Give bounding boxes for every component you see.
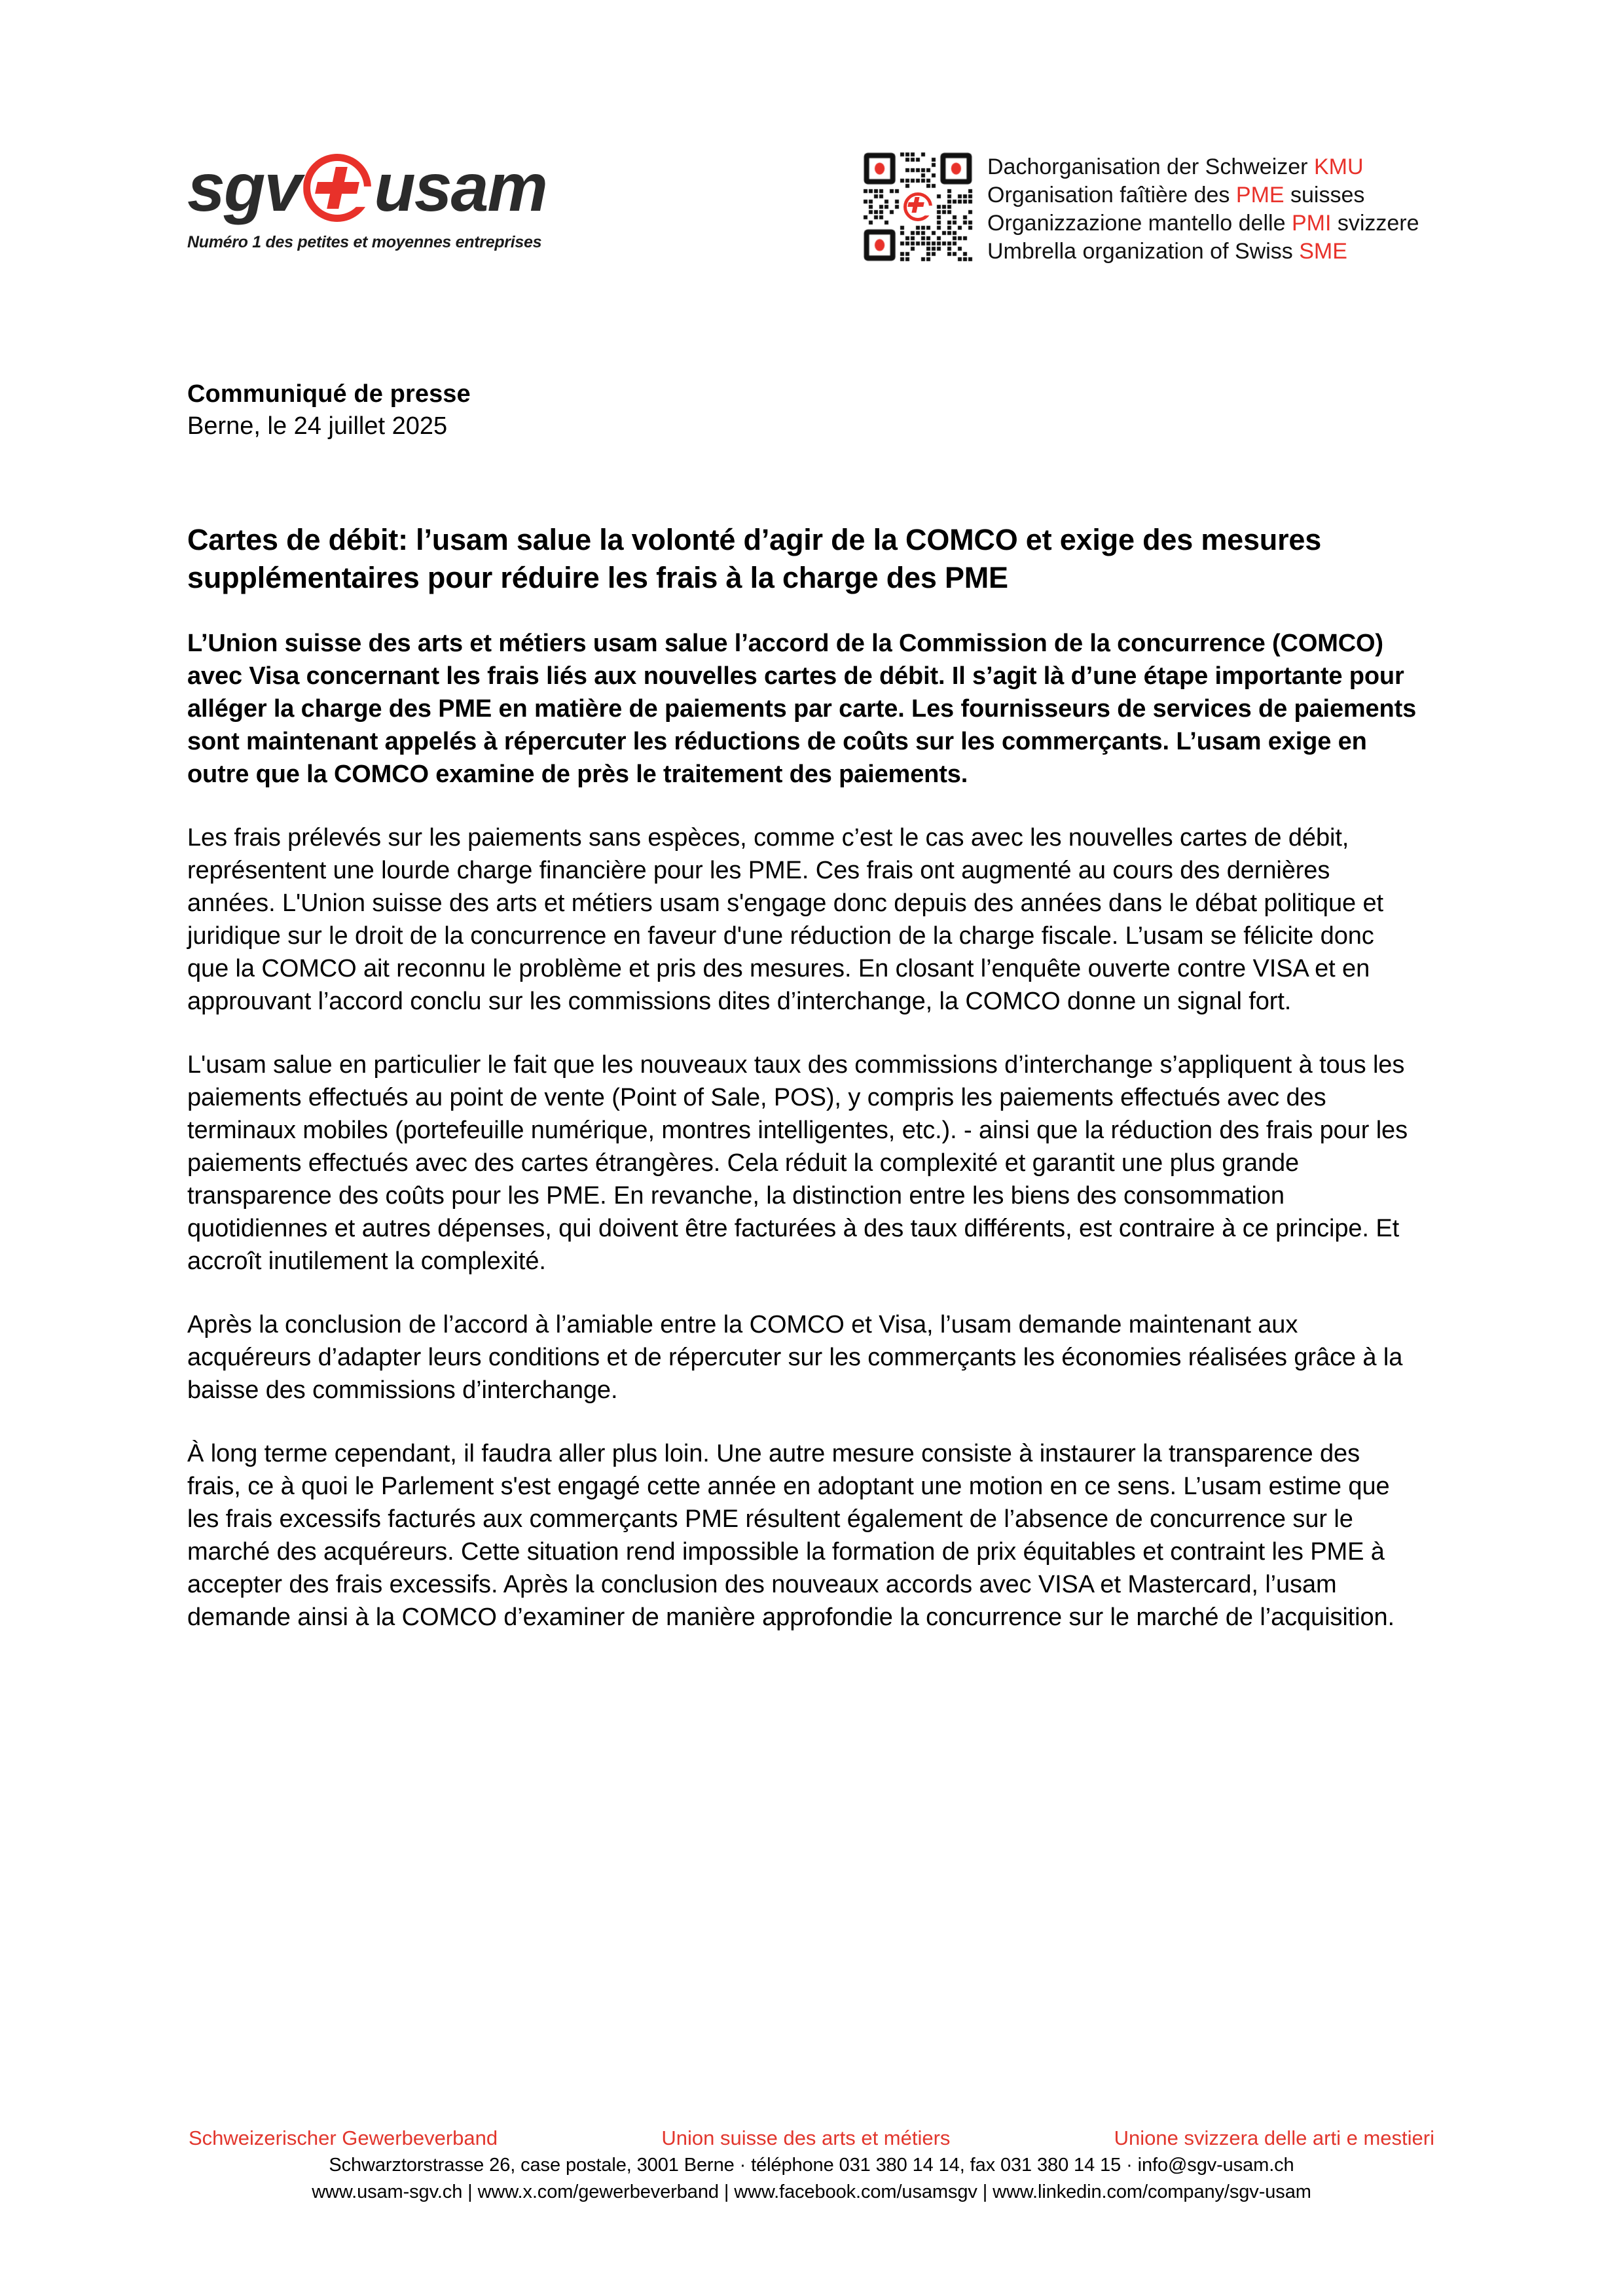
page-title: Cartes de débit: l’usam salue la volonté d’agir de la COMCO et exige des mesures supplémentaires pour réduire les frais à la charge des PME (187, 523, 1322, 594)
logo-tagline: Numéro 1 des petites et moyennes entreprises (187, 233, 542, 251)
body-paragraph-2: L'usam salue en particulier le fait que les nouveaux taux des commissions d’interchange s’appliquent à tous les paiements effectués au point de vente (Point of Sale, POS), y compris les paiements effectués avec des terminaux mobiles (portefeuille numérique, montres intelligentes, etc.). - ainsi que la réduction des frais pour les paiements effectués avec des cartes étrangères. Cela réduit la complexité et garantit une plus grande transparence des coûts pour les PME. En revanche, la distinction entre les biens des consommation quotidiennes et autres dépenses, qui doivent être facturées à des taux différents, est contraire à ce principe. Et accroît inutilement la complexité. (187, 1051, 1408, 1275)
qr-code-icon (863, 152, 973, 262)
usam-logo (187, 149, 606, 252)
logo-text-usam: usam (374, 150, 547, 226)
header-right-block (863, 152, 1419, 266)
slogan-en: Umbrella organization of Swiss SME (987, 239, 1347, 264)
footer-address: Schwarztorstrasse 26, case postale, 3001 Berne · téléphone 031 380 14 14, fax 031 380 14 15 · info@sgv-usam.ch (329, 2155, 1294, 2176)
slogan-fr: Organisation faîtière des PME suisses (987, 183, 1365, 207)
logo-text-sgv: sgv (187, 150, 301, 226)
swiss-cross-logo-icon (303, 154, 371, 222)
document-header (0, 0, 1623, 301)
footer-org-names (0, 2125, 1623, 2152)
document-type-label: Communiqué de presse (187, 380, 471, 408)
lead-paragraph: L’Union suisse des arts et métiers usam salue l’accord de la Commission de la concurrence (COMCO) avec Visa concernant les frais liés aux nouvelles cartes de débit. Il s’agit là d’une étape importante pour alléger la charge des PME en matière de paiements par carte. Les fournisseurs de services de paiements sont maintenant appelés à répercuter les réductions de coûts sur les commerçants. L’usam exige en outre que la COMCO examine de près le traitement des paiements. (187, 630, 1417, 788)
footer-links[interactable]: www.usam-sgv.ch | www.x.com/gewerbeverband | www.facebook.com/usamsgv | www.linkedin.com/company/sgv-usam (312, 2181, 1311, 2202)
footer-org-it: Unione svizzera delle arti e mestieri (1114, 2126, 1434, 2149)
logo-wordmark (187, 149, 606, 226)
multilingual-slogans (987, 152, 1419, 266)
slogan-de: Dachorganisation der Schweizer KMU (987, 154, 1364, 179)
body-paragraph-3: Après la conclusion de l’accord à l’amiable entre la COMCO et Visa, l’usam demande maintenant aux acquéreurs d’adapter leurs conditions et de répercuter sur les commerçants les économies réalisées grâce à la baisse des commissions d’interchange. (187, 1311, 1403, 1404)
footer-org-de: Schweizerischer Gewerbeverband (189, 2126, 498, 2149)
document-footer (0, 2125, 1623, 2206)
body-paragraph-1: Les frais prélevés sur les paiements sans espèces, comme c’est le cas avec les nouvelles cartes de débit, représentent une lourde charge financière pour les PME. Ces frais ont augmenté au cours des dernières années. L'Union suisse des arts et métiers usam s'engage donc depuis des années dans le débat politique et juridique sur le droit de la concurrence en faveur d'une réduction de la charge fiscale. L’usam se félicite donc que la COMCO ait reconnu le problème et pris des mesures. En closant l’enquête ouverte contre VISA et en approuvant l’accord conclu sur les commissions dites d’interchange, la COMCO donne un signal fort. (187, 824, 1383, 1015)
slogan-it: Organizzazione mantello delle PMI svizzere (987, 211, 1419, 236)
qr-center-logo-icon (901, 190, 935, 224)
dateline: Berne, le 24 juillet 2025 (187, 412, 448, 440)
footer-org-fr: Union suisse des arts et métiers (661, 2126, 951, 2149)
body-paragraph-4: À long terme cependant, il faudra aller plus loin. Une autre mesure consiste à instaurer la transparence des frais, ce à quoi le Parlement s'est engagé cette année en adoptant une motion en ce sens. L’usam estime que les frais excessifs facturés aux commerçants PME résultent également de l’absence de concurrence sur le marché des acquéreurs. Cette situation rend impossible la formation de prix équitables et contraint les PME à accepter des frais excessifs. Après la conclusion des nouveaux accords avec VISA et Mastercard, l’usam demande ainsi à la COMCO d’examiner de manière approfondie la concurrence sur le marché de l’acquisition. (187, 1440, 1395, 1631)
document-body (187, 378, 1417, 1659)
